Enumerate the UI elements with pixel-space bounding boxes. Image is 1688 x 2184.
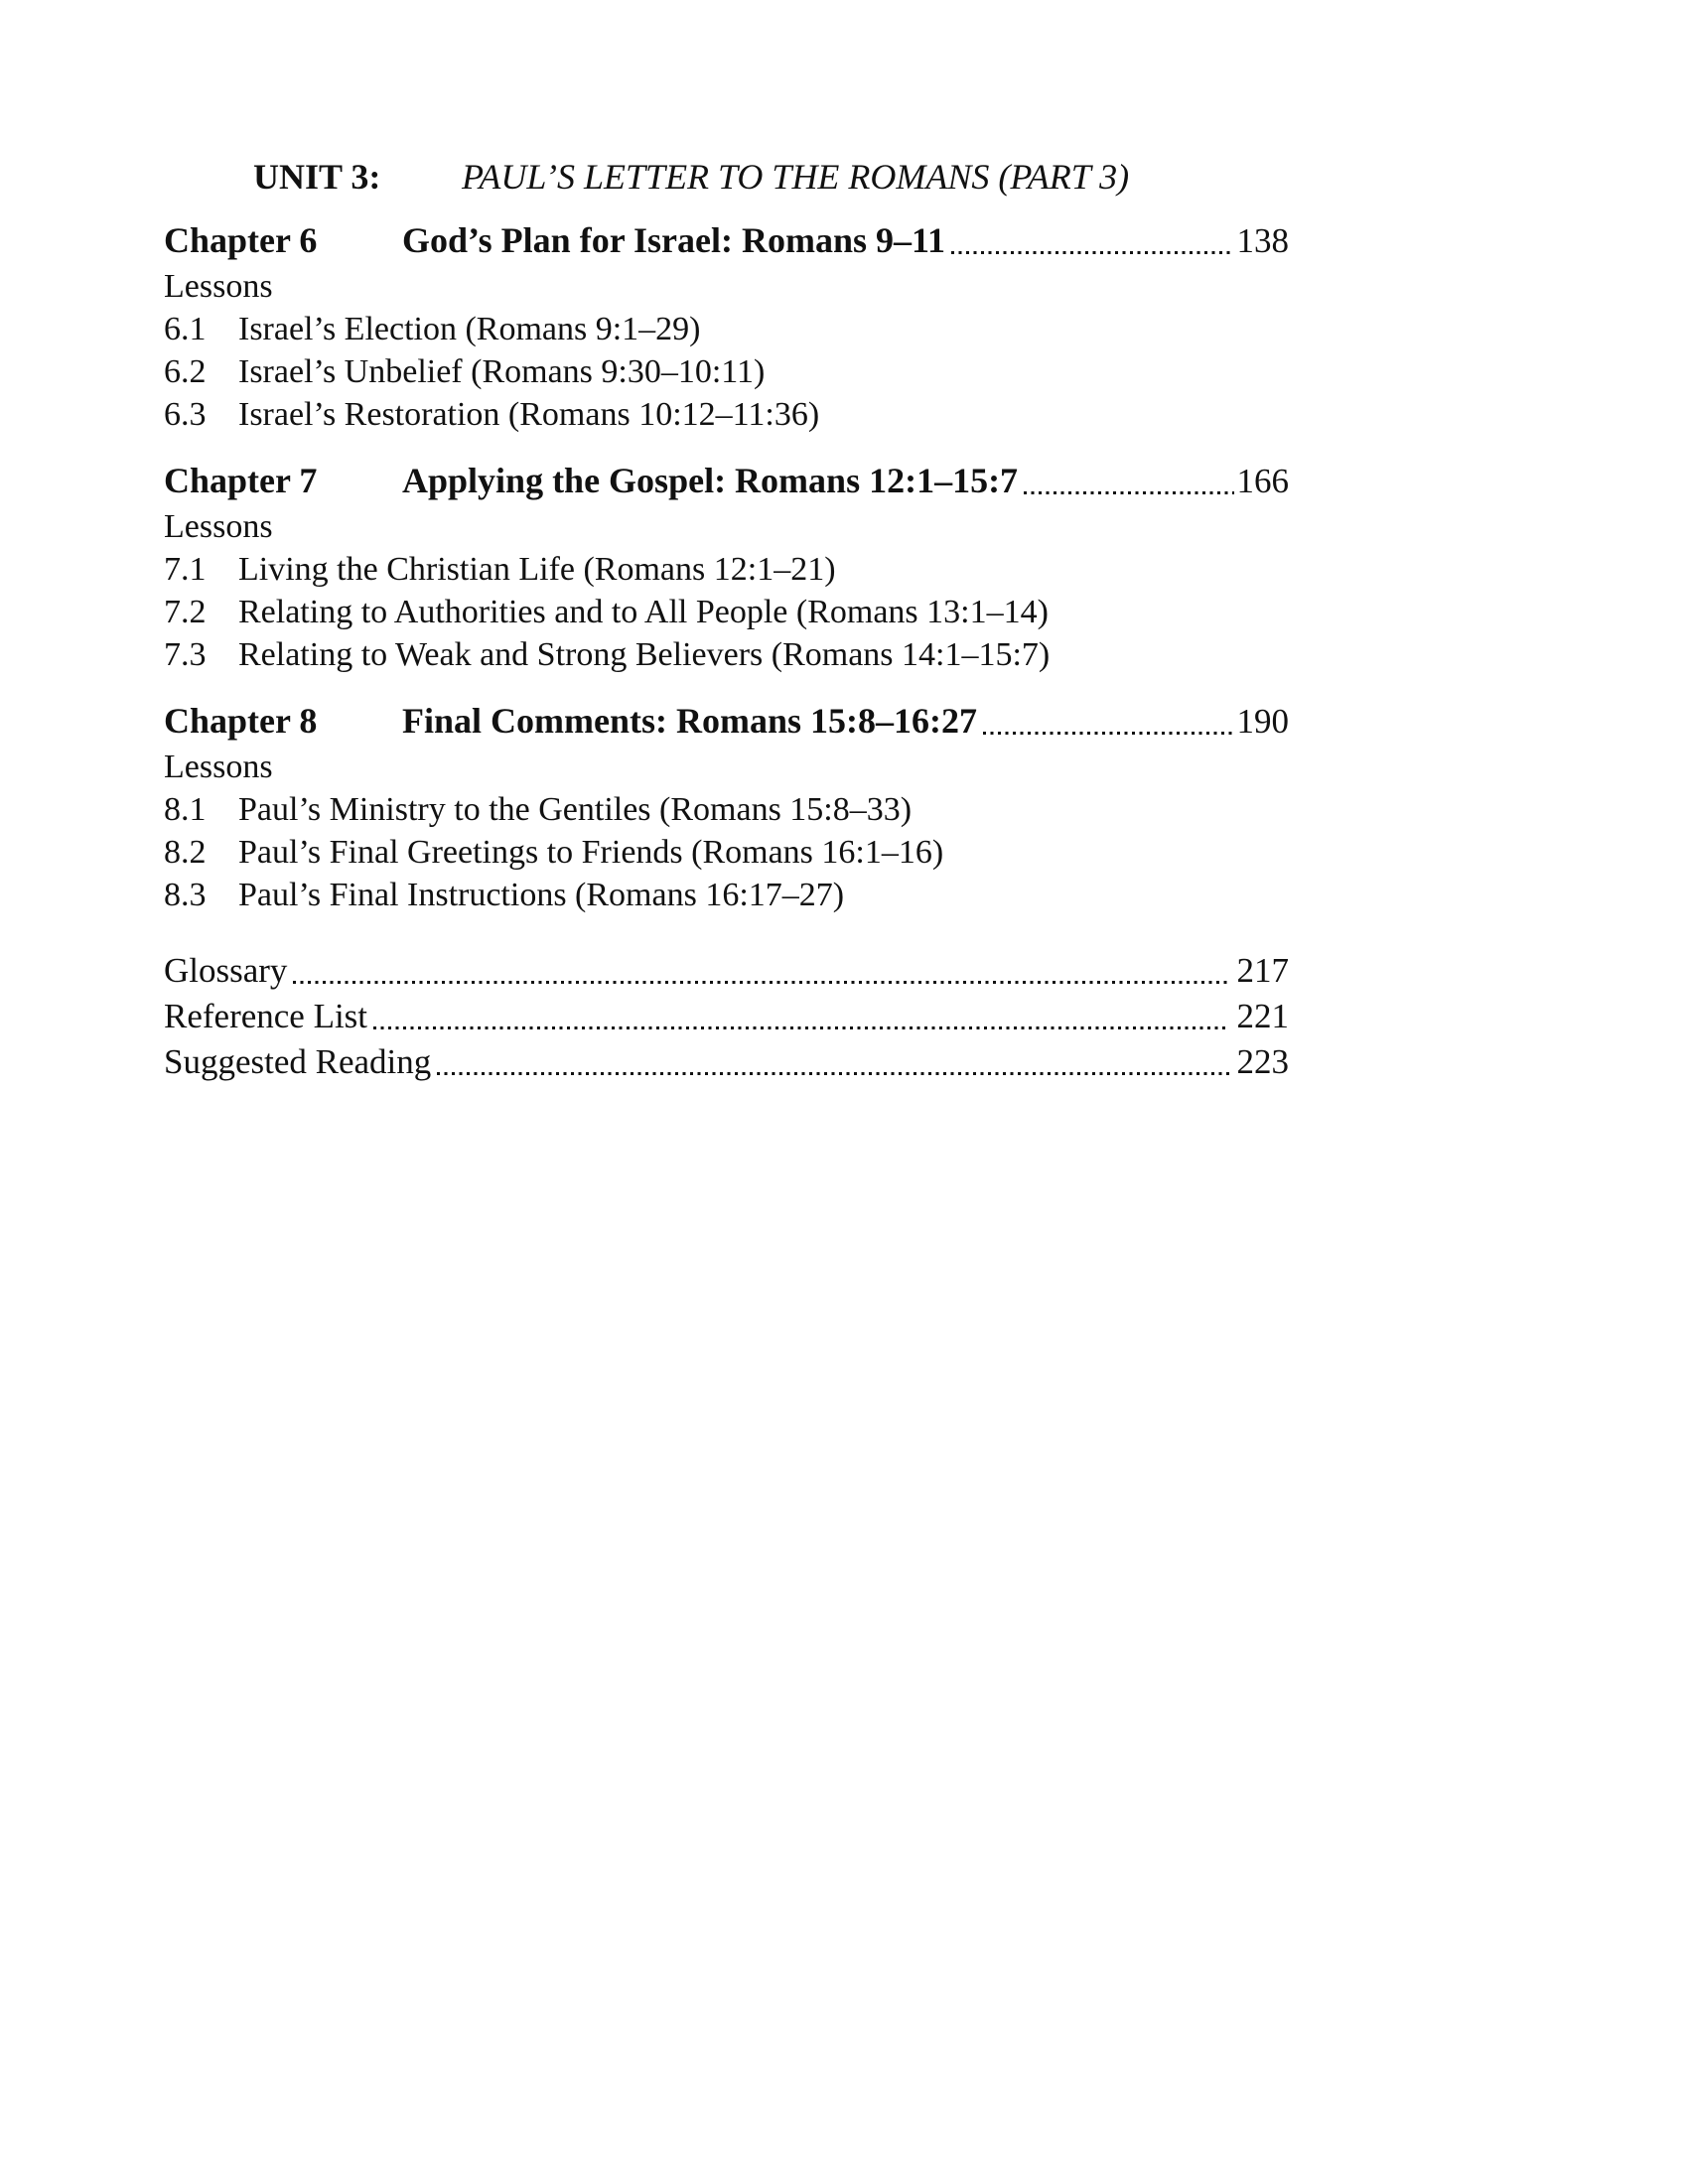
chapter-entry [164, 459, 1289, 503]
back-matter-page-number: 217 [1236, 951, 1289, 990]
dot-leader [373, 1026, 1228, 1029]
back-matter-label: Reference List [164, 997, 368, 1035]
lesson-number: 7.1 [164, 551, 207, 588]
lessons-label: Lessons [164, 749, 273, 785]
lesson-title: Israel’s Election (Romans 9:1–29) [238, 311, 701, 347]
lesson-number: 8.1 [164, 791, 207, 828]
unit-label: UNIT 3: [253, 157, 381, 197]
lesson-item [164, 591, 1289, 633]
lesson-item [164, 308, 1289, 350]
chapter-6-block [164, 218, 1289, 436]
back-matter-page-number: 221 [1236, 997, 1289, 1035]
chapter-page-number: 166 [1236, 462, 1289, 500]
lesson-item [164, 393, 1289, 436]
lesson-title: Paul’s Final Instructions (Romans 16:17–27) [238, 877, 845, 913]
chapter-title: Applying the Gospel: Romans 12:1–15:7 [402, 461, 1019, 500]
lesson-item [164, 548, 1289, 591]
chapter-label: Chapter 6 [164, 220, 318, 260]
lesson-title: Paul’s Ministry to the Gentiles (Romans 15:8–33) [238, 791, 913, 828]
back-matter-entry [164, 994, 1289, 1039]
lesson-title: Living the Christian Life (Romans 12:1–21) [238, 551, 836, 588]
lesson-number: 7.3 [164, 636, 207, 673]
chapter-label: Chapter 7 [164, 461, 318, 500]
dot-leader [293, 981, 1228, 984]
lesson-item [164, 831, 1289, 874]
chapter-entry [164, 218, 1289, 263]
chapter-title: Final Comments: Romans 15:8–16:27 [402, 701, 977, 741]
dot-leader [951, 251, 1233, 254]
back-matter-entry [164, 1039, 1289, 1085]
lesson-title: Israel’s Restoration (Romans 10:12–11:36) [238, 396, 820, 433]
lesson-number: 8.2 [164, 834, 207, 871]
lesson-number: 8.3 [164, 877, 207, 913]
chapter-title: God’s Plan for Israel: Romans 9–11 [402, 220, 946, 260]
back-matter-page-number: 223 [1236, 1042, 1289, 1081]
lesson-item [164, 874, 1289, 916]
lessons-label: Lessons [164, 268, 273, 305]
chapter-7-block [164, 459, 1289, 676]
chapter-page-number: 138 [1236, 221, 1289, 260]
back-matter-label: Glossary [164, 951, 288, 990]
lesson-title: Relating to Authorities and to All People (Romans 13:1–14) [238, 594, 1049, 630]
lesson-number: 6.2 [164, 353, 207, 390]
back-matter-section [164, 948, 1289, 1085]
back-matter-entry [164, 948, 1289, 994]
lesson-title: Israel’s Unbelief (Romans 9:30–10:11) [238, 353, 766, 390]
dot-leader [983, 732, 1234, 735]
lesson-number: 6.3 [164, 396, 207, 433]
lesson-number: 6.1 [164, 311, 207, 347]
lesson-item [164, 788, 1289, 831]
chapter-8-block [164, 699, 1289, 916]
lesson-title: Paul’s Final Greetings to Friends (Romans 16:1–16) [238, 834, 944, 871]
chapter-entry [164, 699, 1289, 744]
unit-title: PAUL’S LETTER TO THE ROMANS (PART 3) [462, 157, 1130, 197]
lesson-title: Relating to Weak and Strong Believers (Romans 14:1–15:7) [238, 636, 1051, 673]
chapter-label: Chapter 8 [164, 701, 318, 741]
dot-leader [1024, 491, 1233, 494]
back-matter-label: Suggested Reading [164, 1042, 432, 1081]
lesson-item [164, 350, 1289, 393]
unit-heading [164, 155, 1289, 199]
lesson-number: 7.2 [164, 594, 207, 630]
dot-leader [437, 1072, 1228, 1075]
lesson-item [164, 633, 1289, 676]
toc-page [164, 155, 1289, 1085]
chapter-page-number: 190 [1236, 702, 1289, 741]
lessons-label: Lessons [164, 508, 273, 545]
